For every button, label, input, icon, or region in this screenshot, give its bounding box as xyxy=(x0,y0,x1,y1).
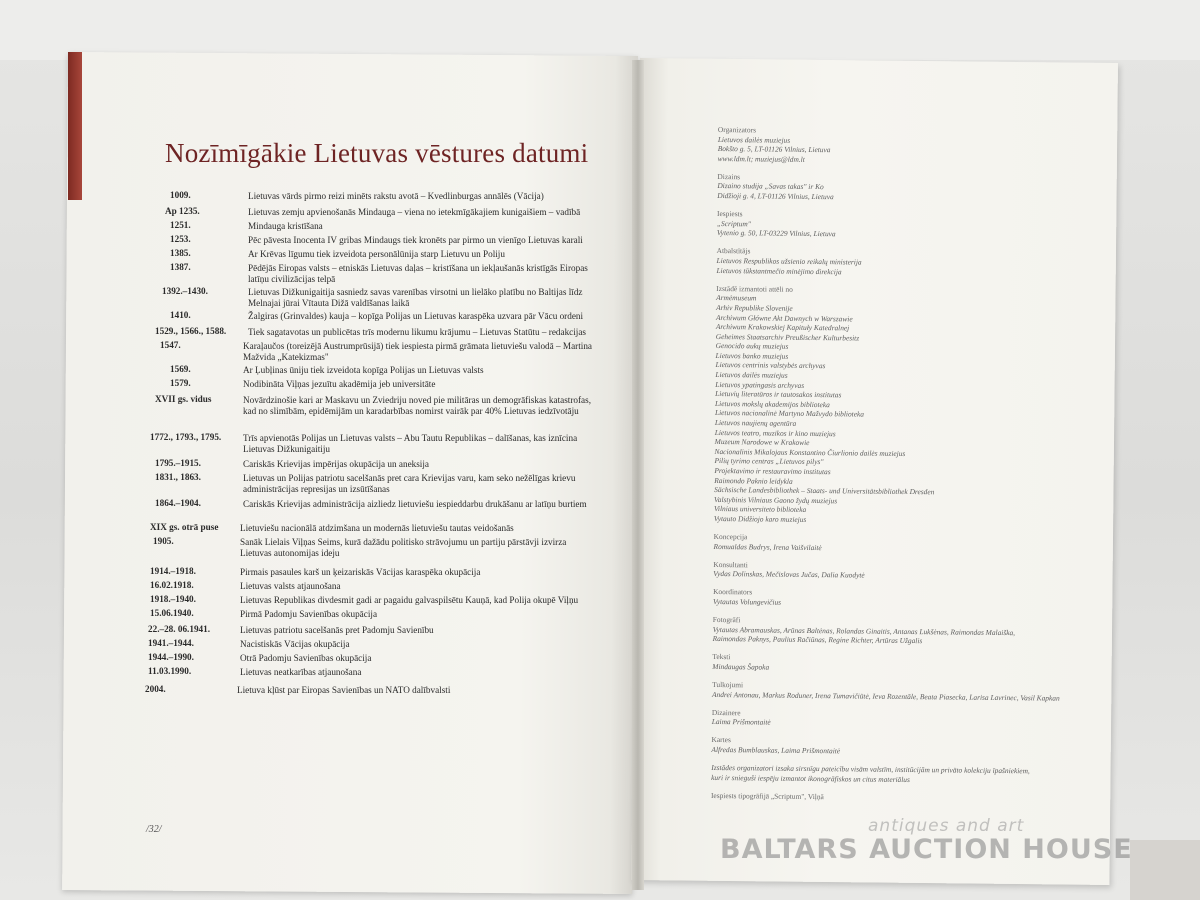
credit-line: Izstādes organizatori izsaka sirsnīgu pateicību visām valstīm, institūcijām un privāto kolekciju īpašniekiem, xyxy=(711,763,1030,776)
credit-line: Lietuvių literatūros ir tautosakos institutas xyxy=(715,389,842,400)
credit-line: Archiwum Główne Akt Dawnych w Warszawie xyxy=(715,312,853,323)
timeline-event: Žalgiras (Grinvaldes) kauja – kopīga Polijas un Lietuvas karaspēka uzvara pār Vācu ordeni xyxy=(248,311,584,321)
background-top xyxy=(0,0,1200,60)
timeline-year: 1941.–1944. xyxy=(148,638,194,648)
timeline-event: Mindauga kristīšana xyxy=(248,221,323,231)
credit-line: Lietuvos dailės muziejus xyxy=(715,370,788,380)
timeline-event: Novārdzinošie kari ar Maskavu un Zviedriju noved pie militāras un demogrāfiskas katastrofas, kad no slimībām, epidēmijām un karadarbības nomirst vairāk par 40% Lietuvas iedzīvotāju xyxy=(243,395,592,417)
timeline-year: 1579. xyxy=(170,378,191,388)
timeline-event: Pēdējās Eiropas valsts – etniskās Lietuvas daļas – kristīšana un iekļaušanās kristīgās Eiropas latīņu civilizācijas telpā xyxy=(248,263,588,285)
credit-line: Lietuvos dailės muziejus xyxy=(717,134,791,145)
credit-block xyxy=(716,246,1111,279)
timeline-event: Pirmais pasaules karš un ķeizariskās Vācijas karaspēka okupācija xyxy=(240,567,481,577)
credit-block xyxy=(714,284,1111,528)
credit-line: Didžioji g. 4, LT-01126 Vilnius, Lietuva xyxy=(717,191,834,202)
credit-line: Bokšto g. 5, LT-01126 Vilnius, Lietuva xyxy=(717,144,831,155)
credit-line: Vytautas Abramauskas, Arūnas Baltėnas, Rolandas Ginaitis, Antanas Lukšėnas, Raimondas Malaiška, xyxy=(712,624,1016,637)
timeline-event: Nodibināta Viļņas jezuītu akadēmija jeb universitāte xyxy=(243,379,436,389)
credit-block xyxy=(717,209,1112,242)
timeline-year: 1547. xyxy=(160,340,181,350)
timeline-year: XVII gs. vidus xyxy=(155,394,212,404)
book-spine xyxy=(632,60,644,890)
credit-line: Geheimes Staatsarchiv Preußischer Kulturbesitz xyxy=(715,331,860,343)
timeline-year: 22.–28. 06.1941. xyxy=(148,624,211,634)
timeline-year: XIX gs. otrā puse xyxy=(150,522,219,532)
timeline-year: 1772., 1793., 1795. xyxy=(150,432,222,442)
timeline-year: Ap 1235. xyxy=(165,206,200,216)
credit-block xyxy=(717,172,1112,205)
credit-block xyxy=(718,125,1113,168)
credit-line: www.ldm.lt; muziejus@ldm.lt xyxy=(717,153,805,164)
credit-line: Lietuvos mokslų akademijos biblioteka xyxy=(715,398,830,410)
timeline-year: 11.03.1990. xyxy=(148,666,192,676)
credit-label: Dizains xyxy=(717,171,741,182)
credit-line: Alfredas Bumblauskas, Laima Prišmontaitė xyxy=(711,745,841,756)
credit-line: Vytauto Didžiojo karo muziejus xyxy=(713,513,807,524)
credit-line: Lietuvos ypatingasis archyvas xyxy=(715,379,805,390)
timeline-event: Sanāk Lielais Viļņas Seims, kurā dažādu politisko strāvojumu un partiju pārstāvji izvirza Lietuvas autonomijas ideju xyxy=(240,537,567,559)
timeline-year: 1905. xyxy=(153,536,174,546)
credit-label: Organizators xyxy=(717,125,757,135)
timeline-event: Lietuvas vārds pirmo reizi minēts rakstu avotā – Kvedlinburgas annālēs (Vācija) xyxy=(248,191,544,201)
timeline-event: Karaļaučos (toreizējā Austrumprūsijā) tiek iespiesta pirmā grāmata lietuviešu valodā – Martina Mažvida „Katekizmas" xyxy=(243,341,593,363)
watermark-title: BALTARS AUCTION HOUSE xyxy=(720,834,1133,865)
credit-label: Iespiests xyxy=(717,209,743,219)
timeline-year: 1864.–1904. xyxy=(155,498,201,508)
timeline-event: Lietuvas valsts atjaunošana xyxy=(240,581,341,591)
credit-label: Izstādē izmantoti attēli no xyxy=(716,283,793,294)
timeline-event: Lietuvas un Polijas patriotu sacelšanās pret cara Krievijas varu, kam seko nežēlīgas krievu administrācijas represijas un izsūtīšanas xyxy=(243,473,576,495)
credit-block xyxy=(712,652,1107,675)
credit-line: Projektavimo ir restauravimo institutas xyxy=(714,465,831,477)
credit-block xyxy=(712,708,1107,731)
timeline-event: Lietuvas Republikas divdesmit gadi ar pagaidu galvaspilsētu Kauņā, kad Polija okupē Viļņu xyxy=(240,595,579,605)
credit-line: Lietuvos banko muziejus xyxy=(715,350,789,361)
credit-line: Arhiv Republike Slovenije xyxy=(716,302,793,313)
credit-line: Romualdas Budrys, Irena Vaišvilaitė xyxy=(713,541,822,552)
timeline-event: Pirmā Padomju Savienības okupācija xyxy=(240,609,378,619)
timeline-year: 1253. xyxy=(170,234,191,244)
timeline-year: 1918.–1940. xyxy=(150,594,196,604)
credit-label: Konsultanti xyxy=(713,559,748,570)
credit-line: Lietuvos Respublikos užsienio reikalų ministerija xyxy=(716,256,862,267)
credit-line: Genocido aukų muziejus xyxy=(715,341,789,352)
timeline-year: 1529., 1566., 1588. xyxy=(155,326,227,336)
page-number: /32/ xyxy=(146,824,162,835)
timeline-year: 2004. xyxy=(145,684,166,694)
credit-line: Lietuvos naujienų agentūra xyxy=(714,418,797,428)
credit-line: Vilniaus universiteto biblioteka xyxy=(713,504,807,515)
timeline-year: 1009. xyxy=(170,190,191,200)
timeline-event: Pēc pāvesta Inocenta IV gribas Mindaugs tiek kronēts par pirmo un vienīgo Lietuvas karali xyxy=(248,235,583,245)
background-corner xyxy=(1130,840,1200,900)
credit-line: Muzeum Narodowe w Krakowie xyxy=(714,437,810,448)
timeline-event: Cariskās Krievijas impērijas okupācija un aneksija xyxy=(243,459,429,469)
credit-block xyxy=(711,735,1106,758)
timeline-event: Nacistiskās Vācijas okupācija xyxy=(240,639,350,649)
credit-label: Teksti xyxy=(712,652,731,662)
credits xyxy=(711,125,1113,813)
timeline-year: 1831., 1863. xyxy=(155,472,201,482)
timeline-event: Ar Ļubļinas ūniju tiek izveidota kopīga Polijas un Lietuvas valsts xyxy=(243,365,484,375)
credit-label: Fotogrāfi xyxy=(712,615,741,625)
timeline-year: 1387. xyxy=(170,262,191,272)
timeline-event: Lietuvas patriotu sacelšanās pret Padomju Savienību xyxy=(240,625,434,635)
timeline-year: 1251. xyxy=(170,220,191,230)
timeline-year: 1392.–1430. xyxy=(162,286,208,296)
credit-line: Lietuvos centrinis valstybės archyvas xyxy=(715,360,826,371)
credit-line: Nacionalinis Mikalojaus Konstantino Čiurlionio dailės muziejus xyxy=(714,446,906,458)
credit-line: Mindaugas Šapoka xyxy=(712,661,770,672)
timeline-event: Lietuvas zemju apvienošanās Mindauga – viena no ietekmīgākajiem kunigaišiem – vadībā xyxy=(248,207,581,217)
credit-line: Vytautas Volungevičius xyxy=(712,597,782,607)
credit-line: Raimondo Paknio leidykla xyxy=(714,475,793,486)
credit-line: Archiwum Krakowskiej Kapituły Katedralnej xyxy=(715,322,850,333)
credit-line: Raimondas Paknys, Paulius Račiūnas, Regine Richter, Artūras Užgalis xyxy=(712,634,923,646)
timeline-event: Lietuva kļūst par Eiropas Savienības un NATO dalībvalsti xyxy=(237,685,451,695)
credit-line: Dizaino studija „Savas takas" ir Ko xyxy=(717,181,824,192)
credit-label: Tulkojumi xyxy=(712,680,744,690)
credit-line: „Scriptum" xyxy=(716,218,751,229)
timeline-year: 1385. xyxy=(170,248,191,258)
timeline-year: 1569. xyxy=(170,364,191,374)
credit-label: Koordinators xyxy=(713,587,753,597)
credit-block xyxy=(711,791,1106,805)
credit-label: Atbalstītājs xyxy=(716,246,751,256)
credit-line: Andrei Antonau, Markus Roduner, Irena Tumavičiūtė, Ieva Rozentāle, Beata Piasecka, Larisa Lavrinec, Vasil Kapkan xyxy=(711,689,1060,703)
credit-line: Laima Prišmontaitė xyxy=(711,717,771,727)
credit-block xyxy=(713,615,1108,648)
timeline-year: 1795.–1915. xyxy=(155,458,201,468)
credit-label: Iespiests tipogrāfijā „Scriptum", Viļņā xyxy=(710,790,824,801)
credit-label: Koncepcija xyxy=(713,532,748,542)
timeline-year: 1914.–1918. xyxy=(150,566,196,576)
credit-line: Armėmuseum xyxy=(716,293,757,303)
credit-line: Pilių tyrimo centras „Lietuvos pilys" xyxy=(714,456,824,467)
timeline-event: Ar Krēvas līgumu tiek izveidota personālūnija starp Lietuvu un Poliju xyxy=(248,249,505,259)
credit-line: Vytenio g. 50, LT-03229 Vilnius, Lietuva xyxy=(716,228,836,239)
credit-block xyxy=(714,532,1109,555)
watermark xyxy=(720,816,1133,888)
page-title: Nozīmīgākie Lietuvas vēstures datumi xyxy=(165,138,589,168)
timeline-event: Lietuvas Dižkunigaitija sasniedz savas varenības virsotni un lielāko platību no Baltijas līdz Melnajai jūrai Vītauta Dižā valdīšanas laikā xyxy=(248,287,583,309)
credit-block xyxy=(713,587,1108,610)
timeline-event: Otrā Padomju Savienības okupācija xyxy=(240,653,372,663)
credit-line: Lietuvos nacionalinė Martyno Mažvydo biblioteka xyxy=(714,408,865,419)
credit-line: kuri ir snieguši iespēju izmantot ikonogrāfiskos un citus materiālus xyxy=(711,772,910,784)
timeline-event: Lietuvas neatkarības atjaunošana xyxy=(240,667,362,677)
timeline-year: 1944.–1990. xyxy=(148,652,194,662)
cover-edge xyxy=(68,52,82,200)
credit-line: Lietuvos tūkstantmečio minėjimo direkcija xyxy=(716,265,842,276)
timeline-year: 15.06.1940. xyxy=(150,608,194,618)
credit-block xyxy=(711,763,1106,786)
credit-line: Vydas Dolinskas, Mečislovas Jučas, Dalia Kuodytė xyxy=(713,569,865,580)
credit-line: Lietuvos teatro, muzikos ir kino muziejus xyxy=(714,427,836,438)
credit-block xyxy=(712,680,1107,703)
timeline-year: 1410. xyxy=(170,310,191,320)
credit-line: Valstybinis Vilniaus Gaono žydų muziejus xyxy=(714,494,838,506)
credit-label: Dizainere xyxy=(711,707,741,718)
timeline-event: Lietuviešu nacionālā atdzimšana un modernās lietuviešu tautas veidošanās xyxy=(240,523,514,533)
credit-label: Kartes xyxy=(711,735,731,745)
timeline-event: Cariskās Krievijas administrācija aizliedz lietuviešu iespieddarbu drukāšanu ar latīņu burtiem xyxy=(243,499,587,509)
credit-block xyxy=(713,560,1108,583)
timeline-year: 16.02.1918. xyxy=(150,580,194,590)
watermark-subtitle: antiques and art xyxy=(868,816,1025,836)
timeline-event: Tiek sagatavotas un publicētas trīs modernu likumu krājumu – Lietuvas Statūtu – redakcijas xyxy=(248,327,587,337)
credit-line: Sächsische Landesbibliothek – Staats- und Universitätsbibliothek Dresden xyxy=(714,485,935,497)
timeline-event: Trīs apvienotās Polijas un Lietuvas valsts – Abu Tautu Republikas – dalīšanas, kas iznīcina Lietuvas Dižkunigaitiju xyxy=(243,433,578,455)
